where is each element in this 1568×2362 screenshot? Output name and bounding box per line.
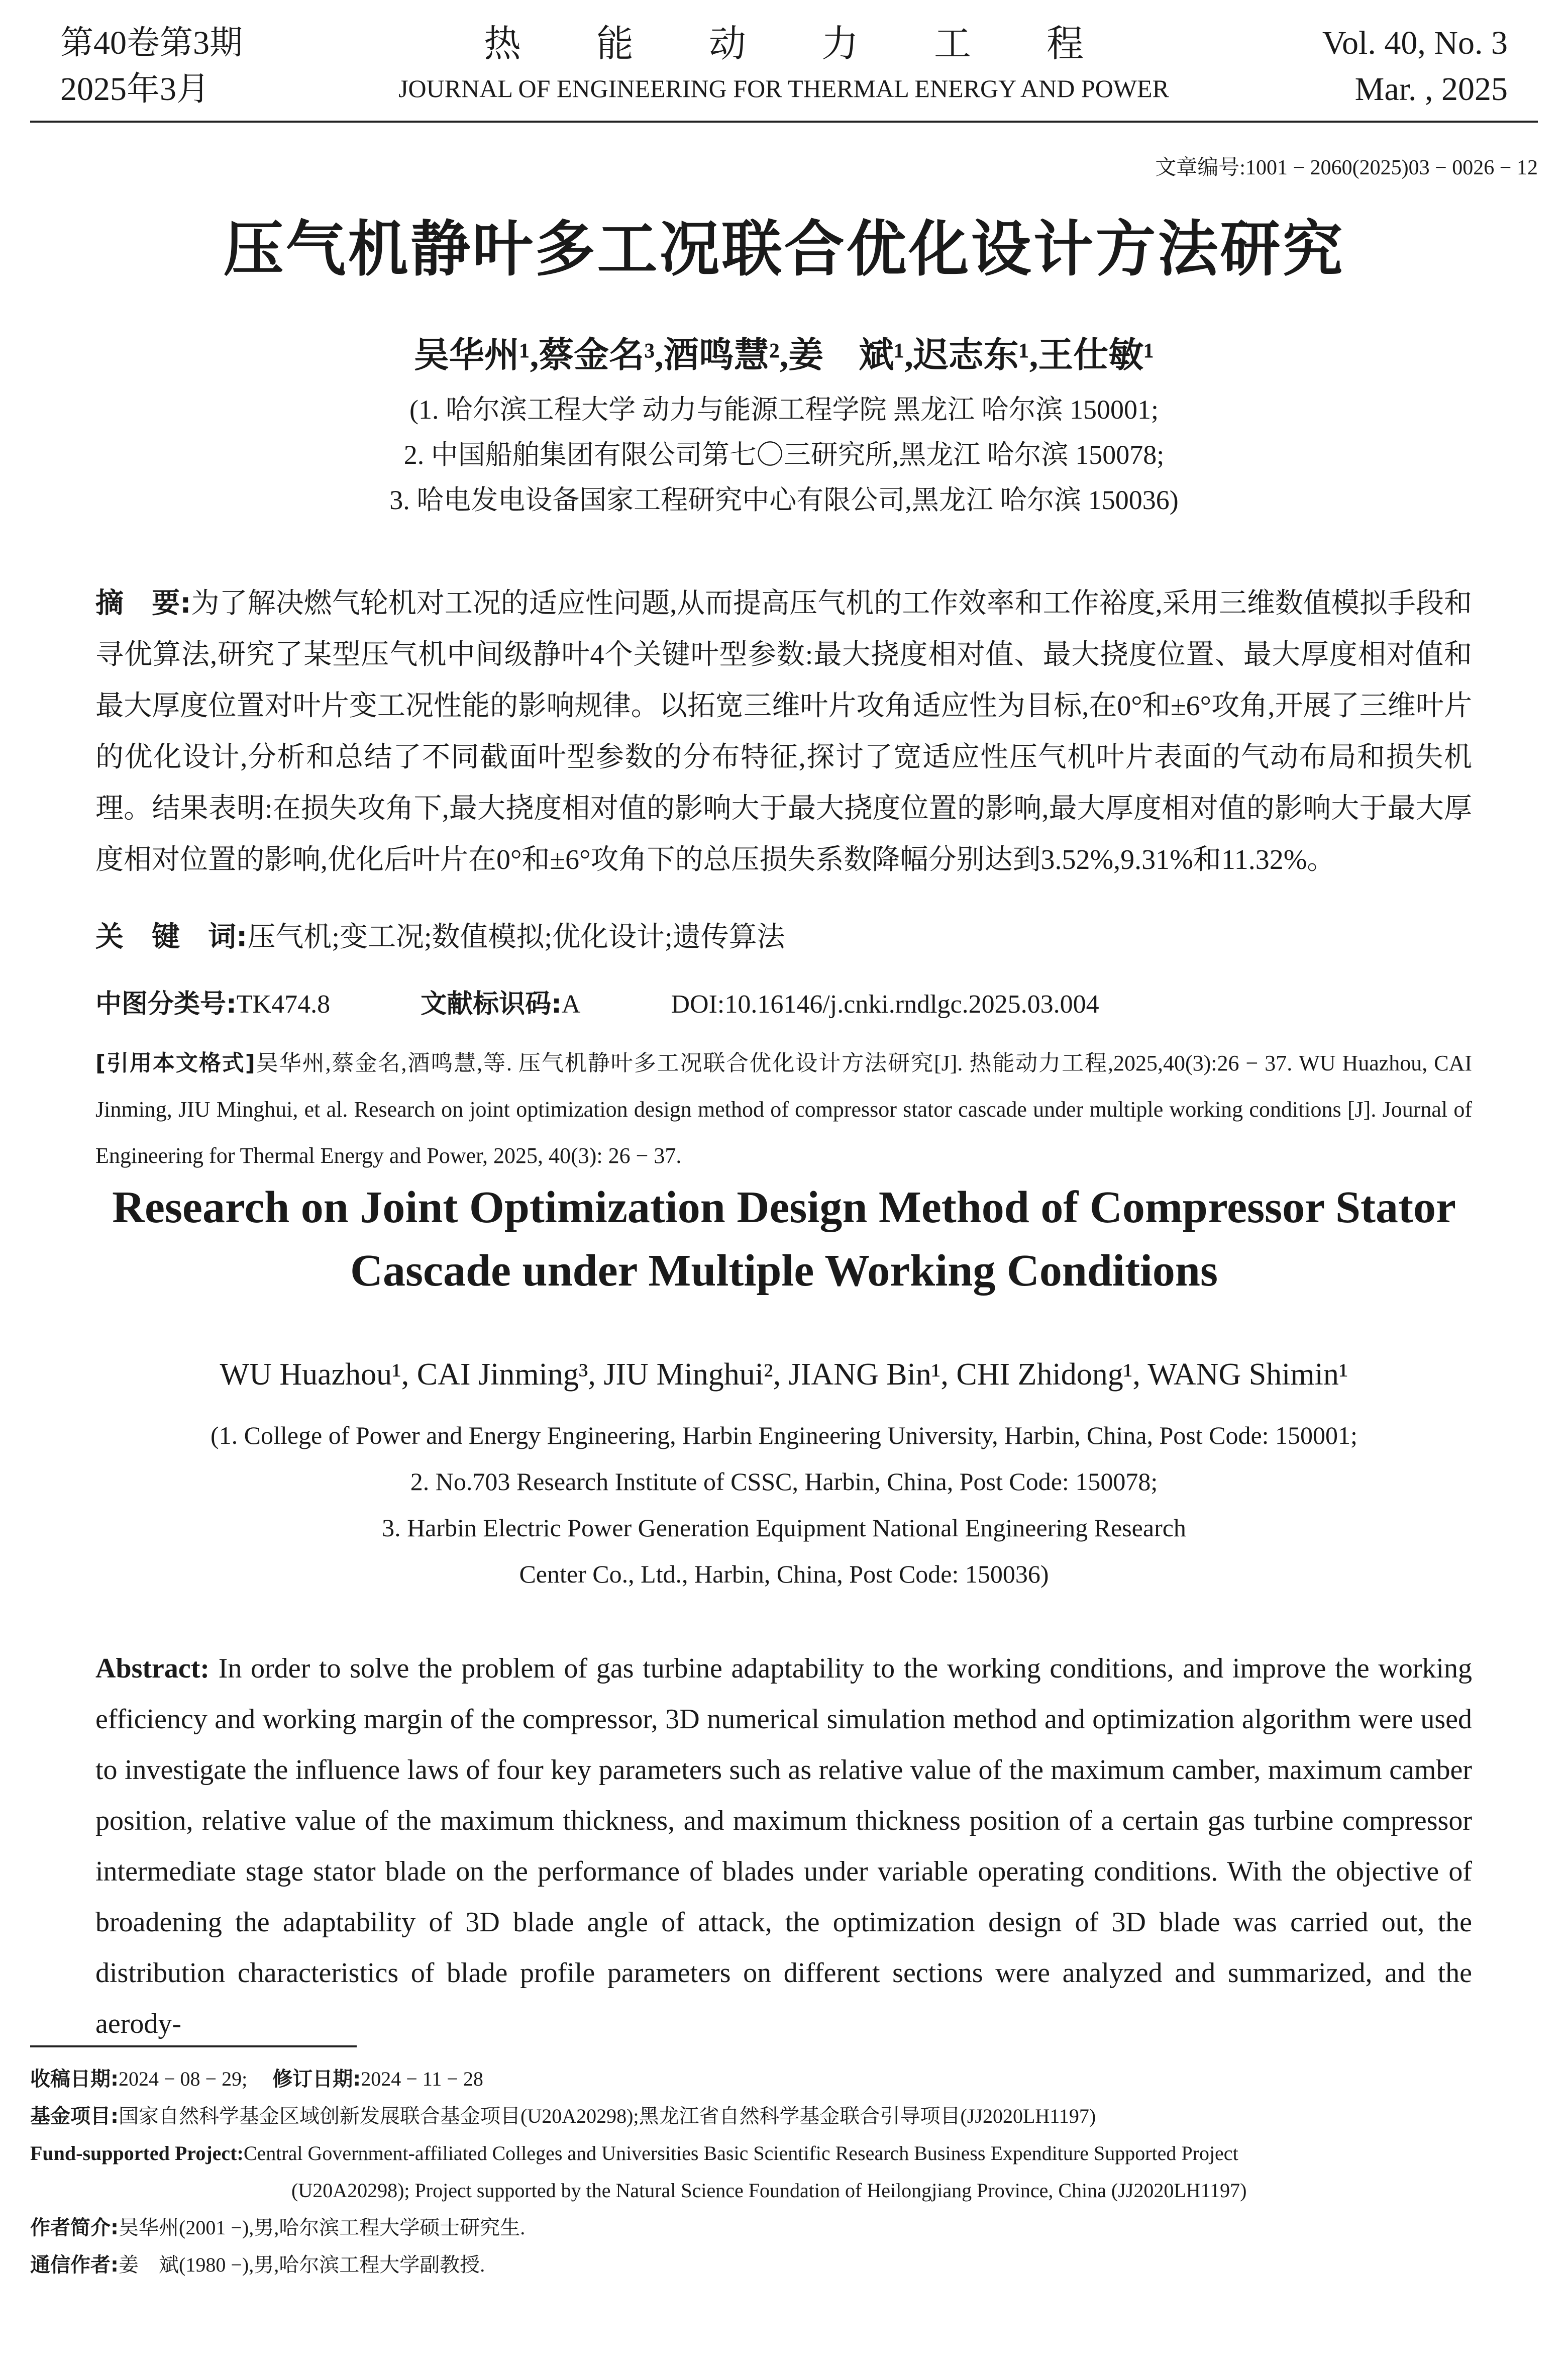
- citation-block: [95, 1040, 1472, 1179]
- corresponding-label: 通信作者:: [30, 2253, 119, 2277]
- corresponding-text: 姜 斌(1980 −),男,哈尔滨工程大学副教授.: [119, 2253, 485, 2276]
- doc-code-value: A: [561, 990, 581, 1019]
- date-cn: 2025年3月: [60, 71, 210, 108]
- affiliation-en-1: (1. College of Power and Energy Engineering, Harbin Engineering University, Harbin, China, Post Code: 150001;: [211, 1421, 1357, 1449]
- keywords-cn-label: 关 键 词:: [95, 921, 248, 953]
- authors-en: WU Huazhou¹, CAI Jinming³, JIU Minghui², JIANG Bin¹, CHI Zhidong¹, WANG Shimin¹: [220, 1357, 1348, 1392]
- journal-issue-cn: [60, 20, 243, 113]
- fund-en-text-1: Central Government-affiliated Colleges and Universities Basic Scientific Research Business Expenditure Supported Project: [243, 2142, 1238, 2164]
- affiliation-cn-3: 3. 哈电发电设备国家工程研究中心有限公司,黑龙江 哈尔滨 150036): [389, 485, 1179, 515]
- affiliation-cn-2: 2. 中国船舶集团有限公司第七〇三研究所,黑龙江 哈尔滨 150078;: [403, 440, 1165, 470]
- received-label: 收稿日期:: [30, 2068, 119, 2091]
- fund-en-line: [30, 2135, 1537, 2172]
- title-en-line-2: Cascade under Multiple Working Conditions: [350, 1246, 1218, 1296]
- corresponding-author-line: [30, 2246, 1537, 2284]
- article-number: 文章编号:1001 − 2060(2025)03 − 0026 − 12: [1155, 156, 1538, 179]
- volume-issue-en: Vol. 40, No. 3: [1322, 25, 1508, 61]
- affiliation-en-4: Center Co., Ltd., Harbin, China, Post Code: 150036): [519, 1560, 1049, 1588]
- abstract-cn-label: 摘 要:: [95, 587, 191, 620]
- journal-name: [352, 20, 1216, 107]
- clc-value: TK474.8: [236, 990, 331, 1019]
- keywords-cn-text: 压气机;变工况;数值模拟;优化设计;遗传算法: [247, 922, 785, 953]
- journal-name-cn: 热能动力工程: [484, 24, 1159, 65]
- abstract-en-label: Abstract:: [95, 1653, 210, 1684]
- classification-line: [95, 982, 1099, 1020]
- citation-label: [引用本文格式]: [95, 1050, 255, 1076]
- citation-en: WU Huazhou, CAI Jinming, JIU Minghui, et al. Research on joint optimization design method of compressor stator cascade under multiple working conditions [J]. Journal of Engineering for Thermal Energy and Power, 2025, 40(3): 26 − 37.: [95, 1051, 1473, 1168]
- dates-line: [30, 2060, 1537, 2098]
- revised-label: 修订日期:: [272, 2068, 361, 2091]
- keywords-cn: [95, 915, 785, 955]
- footnotes: [30, 2060, 1537, 2284]
- revised-date: 2024 − 11 − 28: [361, 2068, 483, 2090]
- affiliations-cn: [0, 387, 1568, 523]
- doi: DOI:10.16146/j.cnki.rndlgc.2025.03.004: [671, 990, 1099, 1019]
- abstract-cn: [95, 578, 1472, 885]
- fund-label: 基金项目:: [30, 2105, 119, 2128]
- fund-text: 国家自然科学基金区域创新发展联合基金项目(U20A20298);黑龙江省自然科学基金联合引导项目(JJ2020LH1197): [119, 2105, 1096, 2127]
- footnote-rule: [30, 2045, 357, 2047]
- affiliations-en: [0, 1412, 1568, 1597]
- abstract-en-text: In order to solve the problem of gas turbine adaptability to the working conditions, and improve the working efficiency and working margin of the compressor, 3D numerical simulation method and optimization algorithm were used to investigate the influence laws of four key parameters such as relative value of the maximum camber, maximum camber position, relative value of the maximum thickness, and maximum thickness position of a certain gas turbine compressor intermediate stage stator blade on the performance of blades under variable operating conditions. With the objective of broadening the adaptability of 3D blade angle of attack, the optimization design of 3D blade was carried out, the distribution characteristics of blade profile parameters on different sections were analyzed and summarized, and the aerody-: [95, 1653, 1472, 2039]
- doc-code-label: 文献标识码:: [421, 989, 562, 1019]
- abstract-cn-text: 为了解决燃气轮机对工况的适应性问题,从而提高压气机的工作效率和工作裕度,采用三维数值模拟手段和寻优算法,研究了某型压气机中间级静叶4个关键叶型参数:最大挠度相对值、最大挠度位置、最大厚度相对值和最大厚度位置对叶片变工况性能的影响规律。以拓宽三维叶片攻角适应性为目标,在0°和±6°攻角,开展了三维叶片的优化设计,分析和总结了不同截面叶型参数的分布特征,探讨了宽适应性压气机叶片表面的气动布局和损失机理。结果表明:在损失攻角下,最大挠度相对值的影响大于最大挠度位置的影响,最大厚度相对值的影响大于最大厚度相对位置的影响,优化后叶片在0°和±6°攻角下的总压损失系数降幅分别达到3.52%,9.31%和11.32%。: [95, 588, 1472, 875]
- affiliation-en-3: 3. Harbin Electric Power Generation Equipment National Engineering Research: [382, 1514, 1186, 1542]
- date-en: Mar. , 2025: [1354, 71, 1508, 108]
- authors-cn: 吴华州¹,蔡金名³,酒鸣慧²,姜 斌¹,迟志东¹,王仕敏¹: [413, 336, 1155, 375]
- author-bio-line: [30, 2209, 1537, 2246]
- fund-en-label: Fund-supported Project:: [30, 2142, 244, 2164]
- clc-label: 中图分类号:: [95, 989, 237, 1019]
- citation-cn: 吴华州,蔡金名,酒鸣慧,等. 压气机静叶多工况联合优化设计方法研究[J]. 热能动力工程,2025,40(3):26 − 37.: [255, 1051, 1293, 1075]
- title-en-line-1: Research on Joint Optimization Design Method of Compressor Stator: [112, 1183, 1456, 1232]
- fund-line: [30, 2098, 1537, 2135]
- title-cn: 压气机静叶多工况联合优化设计方法研究: [223, 215, 1345, 284]
- fund-en-line-2: (U20A20298); Project supported by the Natural Science Foundation of Heilongjiang Province, China (JJ2020LH1197): [291, 2179, 1247, 2202]
- author-bio-label: 作者简介:: [30, 2216, 119, 2239]
- title-en: [0, 1176, 1568, 1303]
- affiliation-en-2: 2. No.703 Research Institute of CSSC, Harbin, China, Post Code: 150078;: [410, 1467, 1158, 1496]
- author-bio-text: 吴华州(2001 −),男,哈尔滨工程大学硕士研究生.: [119, 2216, 526, 2239]
- volume-issue-cn: 第40卷第3期: [60, 25, 243, 61]
- affiliation-cn-1: (1. 哈尔滨工程大学 动力与能源工程学院 黑龙江 哈尔滨 150001;: [409, 395, 1159, 425]
- journal-issue-en: [1322, 20, 1508, 113]
- journal-name-en: JOURNAL OF ENGINEERING FOR THERMAL ENERGY AND POWER: [398, 74, 1169, 103]
- header-rule: [30, 121, 1538, 123]
- abstract-en: [95, 1643, 1472, 2049]
- received-date: 2024 − 08 − 29;: [119, 2068, 248, 2090]
